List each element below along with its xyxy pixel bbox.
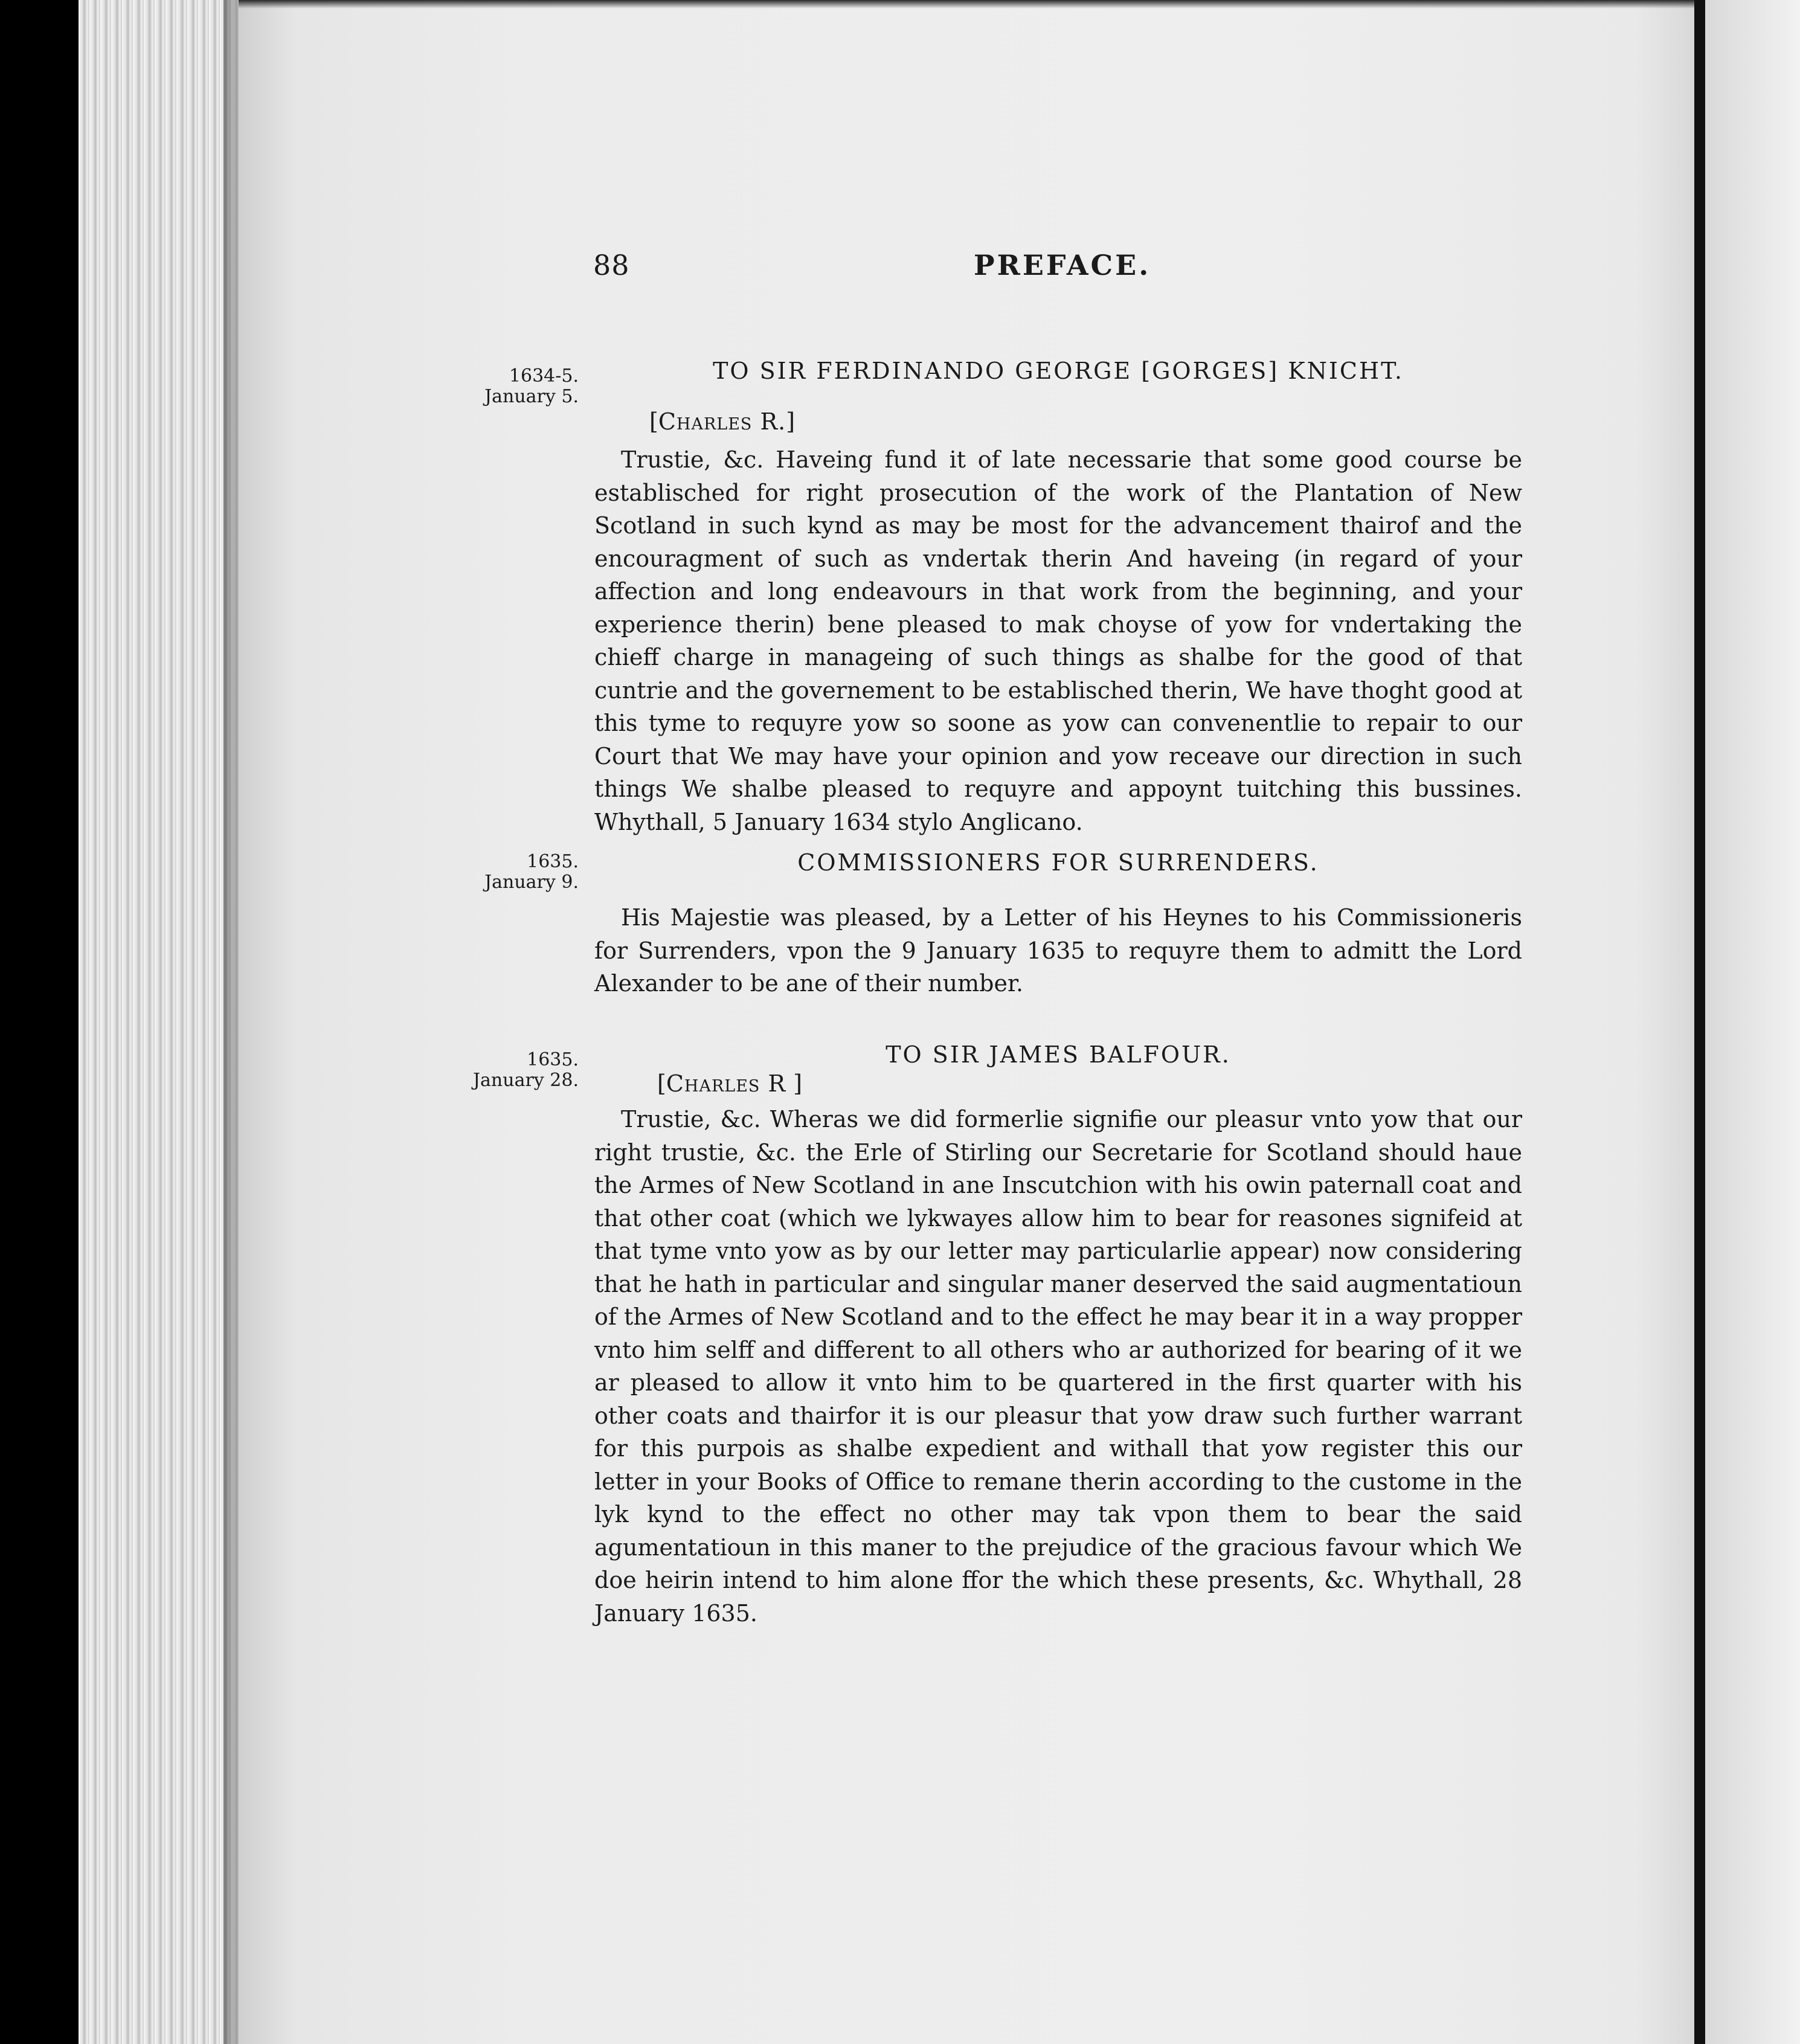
- book-page: [239, 0, 1694, 2044]
- page-number: 88: [593, 249, 630, 281]
- entry-body: Trustie, &c. Wheras we did formerlie signifie our pleasur vnto yow that our right trustie, &c. the Erle of Stirling our Secretarie for Scotland should haue the Armes of New Scotland in ane Inscutchion with his owin paternall coat and that other coat (which we lykwayes allow him to bear for reasones signifeid at that tyme vnto yow as by our letter may particularlie appear) now considering that he hath in particular and singular maner deserved the said augmentatioun of the Armes of New Scotland and to the effect he may bear it in a way propper vnto him selff and different to all others who ar authorized for bearing of it we ar pleased to allow it vnto him to be quartered in the first quarter with his other coats and thairfor it is our pleasur that yow draw such further warrant for this purpois as shalbe expedient and withall that yow register this our letter in your Books of Office to remane therin according to the custome in the lyk kynd to the effect no other may tak vpon them to bear the said agumentatioun in this maner to the prejudice of the gracious favour which We doe heirin intend to him alone ffor the which these presents, &c. Whythall, 28 January 1635.: [594, 1106, 1522, 1627]
- entry-title: COMMISSIONERS FOR SURRENDERS.: [797, 849, 1319, 876]
- running-title: PREFACE.: [974, 249, 1151, 281]
- top-edge-shadow: [239, 0, 1694, 8]
- book-spine: [1694, 0, 1705, 2044]
- salutation-name: Charles R.: [658, 408, 786, 435]
- entry-title: TO SIR JAMES BALFOUR.: [886, 1041, 1231, 1068]
- salutation-close-bracket: ]: [786, 408, 796, 435]
- salutation-name: Charles R: [666, 1070, 786, 1097]
- entry-body: Trustie, &c. Haveing fund it of late necessarie that some good course be establisched for right prosecution of the work of the Plantation of New Scotland in such kynd as may be most for the advancement thairof and the encouragment of such as vndertak therin And haveing (in regard of your affection and long endeavours in that work from the beginning, and your experience therin) bene pleased to mak choyse of yow for vndertaking the chieff charge in manageing of such things as shalbe for the good of that cuntrie and the governement to be establisched therin, We have thoght good at this tyme to requyre yow so soone as yow can convenentlie to repair to our Court that We may have your opinion and yow receave our direction in such things We shalbe pleased to requyre and appoynt tuitching this bussines. Whythall, 5 January 1634 stylo Anglicano.: [594, 446, 1522, 835]
- facing-page-edge: [1705, 0, 1800, 2044]
- page-stack-edge: [79, 0, 242, 2044]
- margin-date-year: 1635.: [527, 1049, 579, 1070]
- margin-date-year: 1635.: [527, 851, 579, 872]
- margin-date: [423, 1050, 579, 1091]
- entry-body: His Majestie was pleased, by a Letter of his Heynes to his Commissioneris for Surrenders, vpon the 9 January 1635 to requyre them to admitt the Lord Alexander to be ane of their number.: [594, 904, 1522, 997]
- salutation-open-bracket: [: [657, 1070, 666, 1097]
- salutation-open-bracket: [: [649, 408, 658, 435]
- margin-date: [423, 852, 579, 893]
- salutation: [649, 408, 795, 435]
- salutation-close-bracket: ]: [786, 1070, 803, 1097]
- margin-date: [423, 366, 579, 407]
- margin-date-year: 1634-5.: [509, 365, 579, 387]
- margin-date-day: January 5.: [484, 386, 579, 407]
- margin-date-day: January 28.: [473, 1070, 579, 1091]
- margin-date-day: January 9.: [484, 872, 579, 893]
- salutation: [657, 1070, 802, 1097]
- entry-title: TO SIR FERDINANDO GEORGE [GORGES] KNICHT.: [713, 358, 1404, 384]
